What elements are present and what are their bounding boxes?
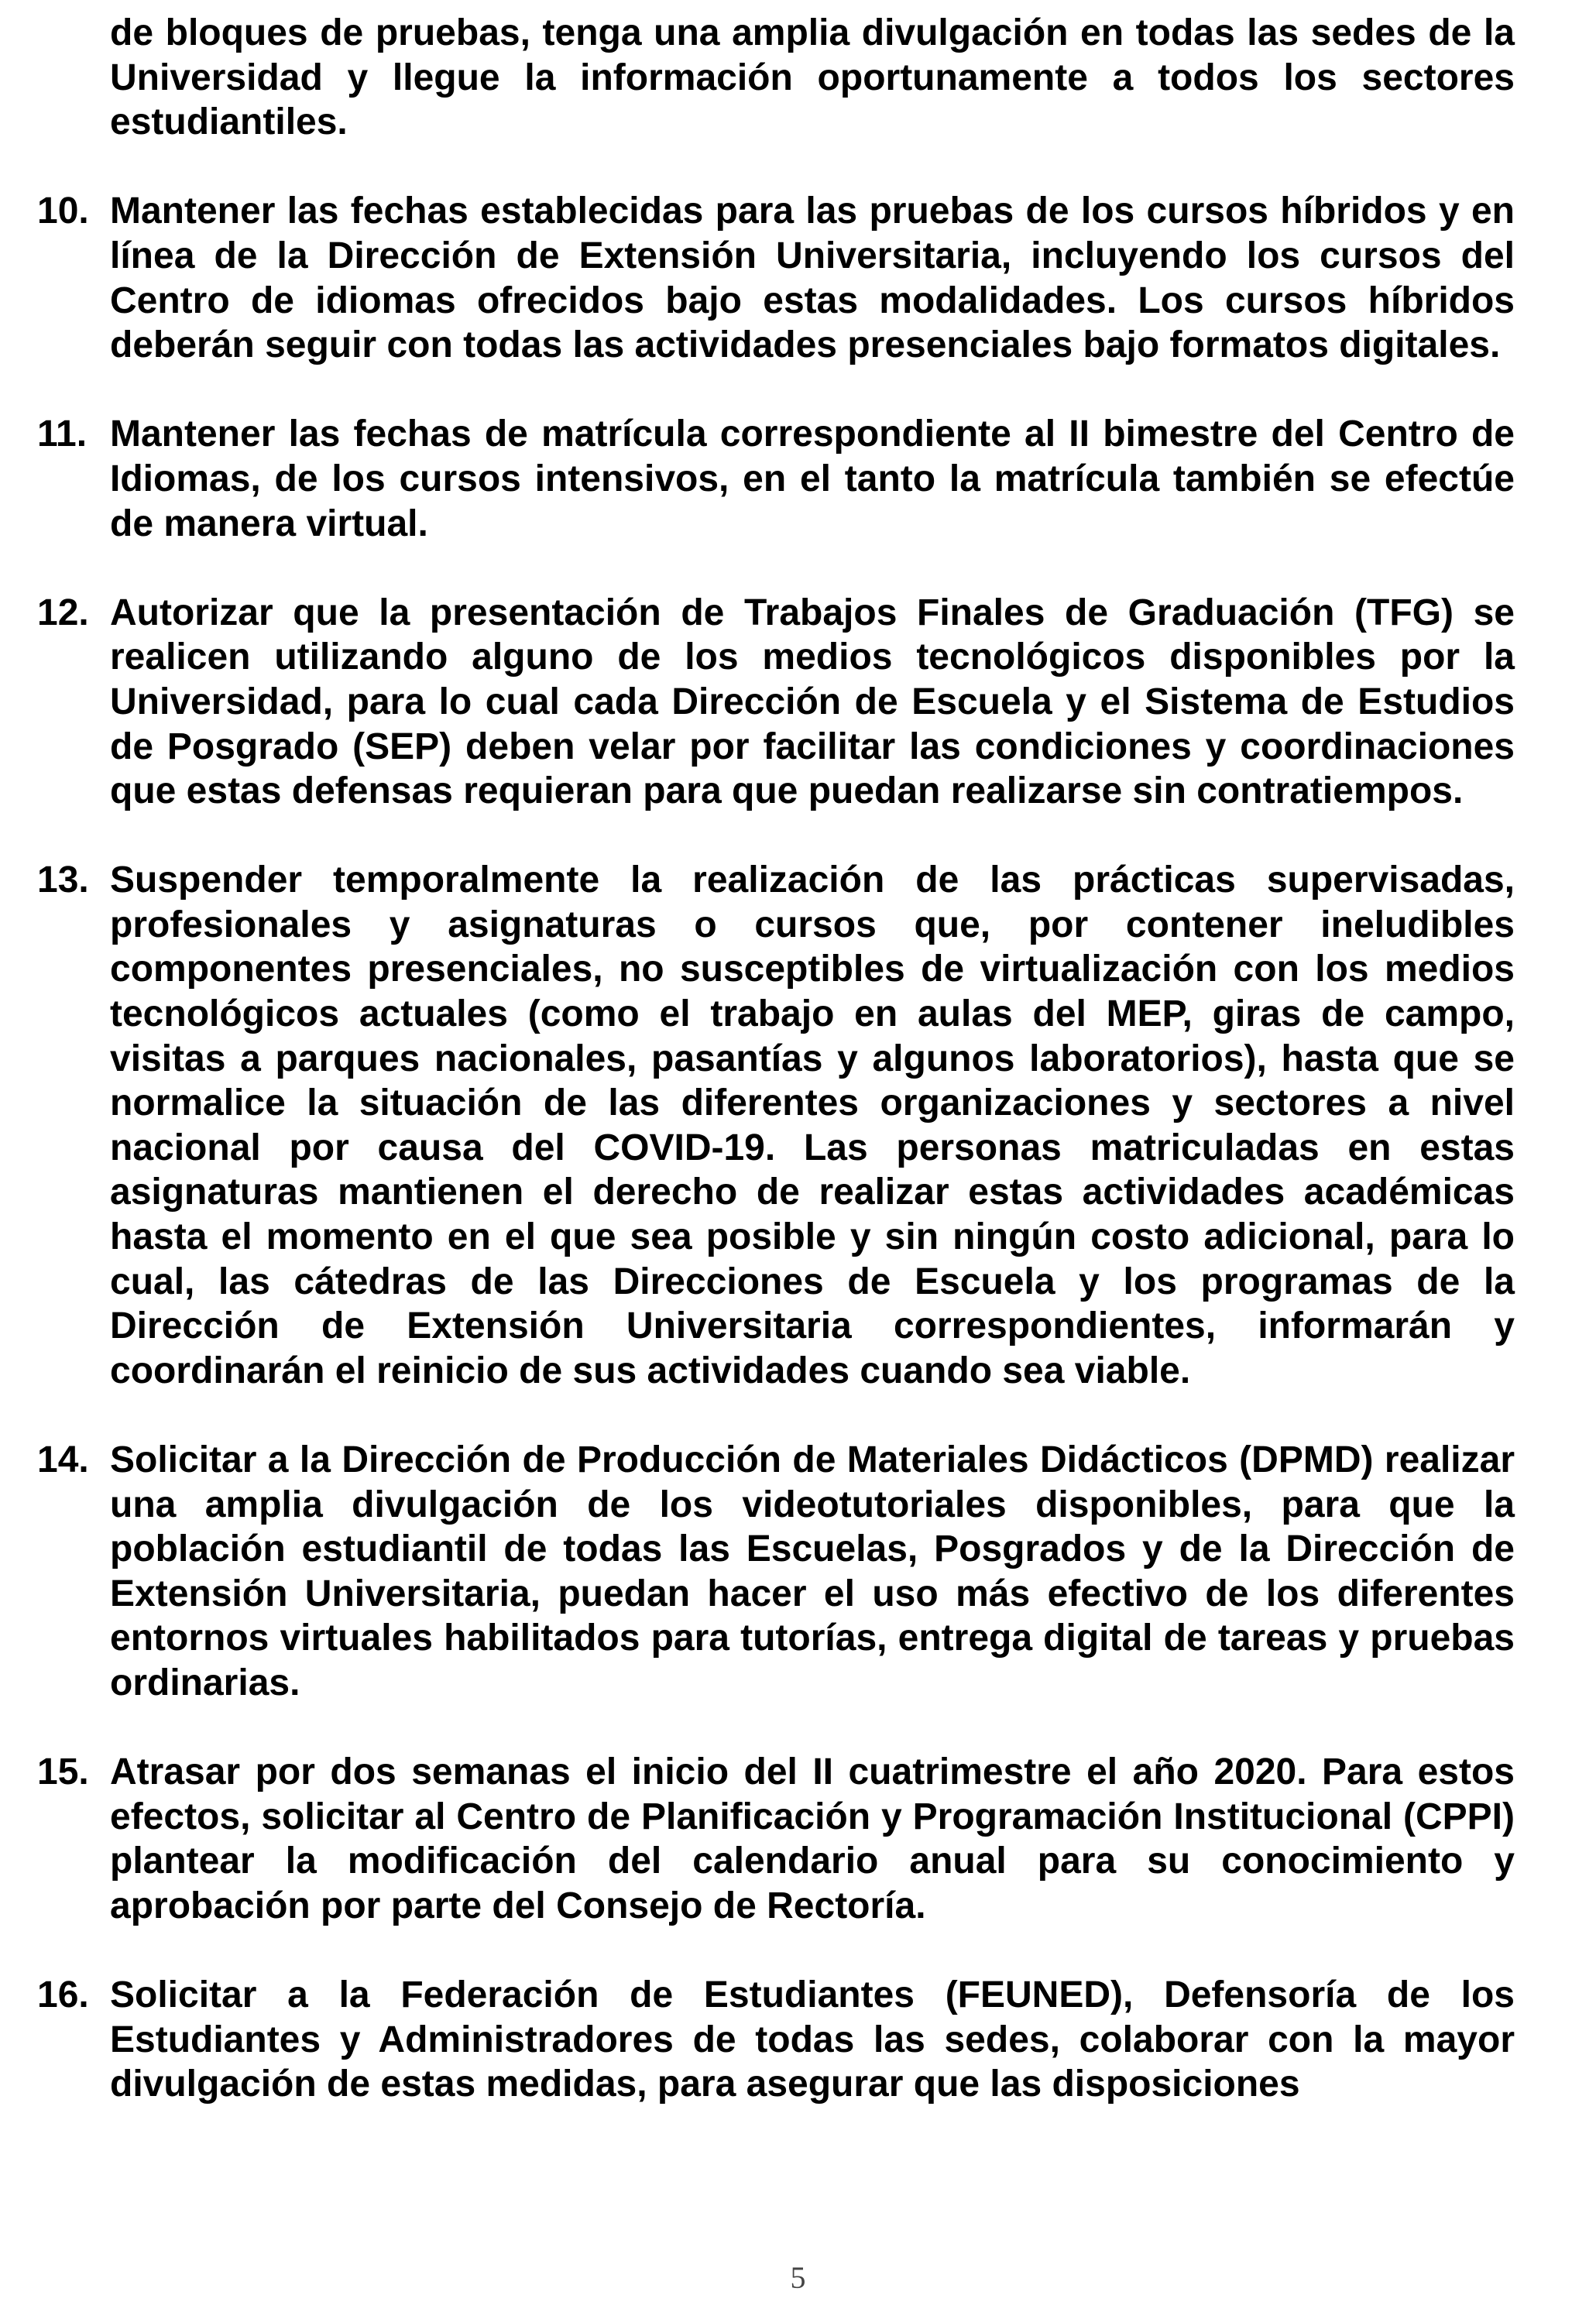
item-number: 11. <box>37 413 88 455</box>
intro-paragraph: de bloques de pruebas, tenga una amplia divulgación en todas las sedes de la Universidad y llegue la información oportunamente a todos los sectores estudiantiles. <box>110 12 1515 143</box>
list-item-13 <box>37 858 1515 1393</box>
list-item-11 <box>37 412 1515 546</box>
item-number: 14. <box>37 1439 89 1480</box>
item-text: Autorizar que la presentación de Trabajos Finales de Graduación (TFG) se realicen utilizando alguno de los medios tecnológicos disponibles por la Universidad, para lo cual cada Dirección de Escuela y el Sistema de Estudios de Posgrado (SEP) deben velar por facilitar las condiciones y coordinaciones que estas defensas requieran para que puedan realizarse sin contratiempos. <box>110 592 1515 812</box>
document-body <box>37 11 1515 2107</box>
item-text: Suspender temporalmente la realización de las prácticas supervisadas, profesionales y asignaturas o cursos que, por contener ineludibles componentes presenciales, no susceptibles de virtualización con los medios tecnológicos actuales (como el trabajo en aulas del MEP, giras de campo, visitas a parques nacionales, pasantías y algunos laboratorios), hasta que se normalice la situación de las diferentes organizaciones y sectores a nivel nacional por causa del COVID-19. Las personas matriculadas en estas asignaturas mantienen el derecho de realizar estas actividades académicas hasta el momento en el que sea posible y sin ningún costo adicional, para lo cual, las cátedras de las Direcciones de Escuela y los programas de la Dirección de Extensión Universitaria correspondientes, informarán y coordinarán el reinicio de sus actividades cuando sea viable. <box>110 859 1515 1391</box>
item-number: 16. <box>37 1974 89 2016</box>
item-number: 12. <box>37 592 89 633</box>
item-number: 15. <box>37 1751 89 1793</box>
list-item-12 <box>37 591 1515 814</box>
list-item-16 <box>37 1973 1515 2107</box>
list-item-14 <box>37 1438 1515 1706</box>
list-item-10 <box>37 189 1515 367</box>
item-number: 13. <box>37 859 89 901</box>
item-text: Solicitar a la Dirección de Producción de Materiales Didácticos (DPMD) realizar una amplia divulgación de los videotutoriales disponibles, para que la población estudiantil de todas las Escuelas, Posgrados y de la Dirección de Extensión Universitaria, puedan hacer el uso más efectivo de los diferentes entornos virtuales habilitados para tutorías, entrega digital de tareas y pruebas ordinarias. <box>110 1439 1515 1703</box>
item-text: Mantener las fechas establecidas para las pruebas de los cursos híbridos y en línea de la Dirección de Extensión Universitaria, incluyendo los cursos del Centro de idiomas ofrecidos bajo estas modalidades. Los cursos híbridos deberán seguir con todas las actividades presenciales bajo formatos digitales. <box>110 190 1515 366</box>
item-text: Atrasar por dos semanas el inicio del II cuatrimestre el año 2020. Para estos efectos, solicitar al Centro de Planificación y Programación Institucional (CPPI) plantear la modificación del calendario anual para su conocimiento y aprobación por parte del Consejo de Rectoría. <box>110 1751 1515 1926</box>
page-number: 5 <box>790 2260 806 2295</box>
item-number: 10. <box>37 190 89 232</box>
list-item-15 <box>37 1750 1515 1928</box>
item-text: Mantener las fechas de matrícula correspondiente al II bimestre del Centro de Idiomas, de los cursos intensivos, en el tanto la matrícula también se efectúe de manera virtual. <box>110 413 1515 544</box>
item-text: Solicitar a la Federación de Estudiantes (FEUNED), Defensoría de los Estudiantes y Administradores de todas las sedes, colaborar con la mayor divulgación de estas medidas, para asegurar que las disposiciones <box>110 1974 1515 2105</box>
